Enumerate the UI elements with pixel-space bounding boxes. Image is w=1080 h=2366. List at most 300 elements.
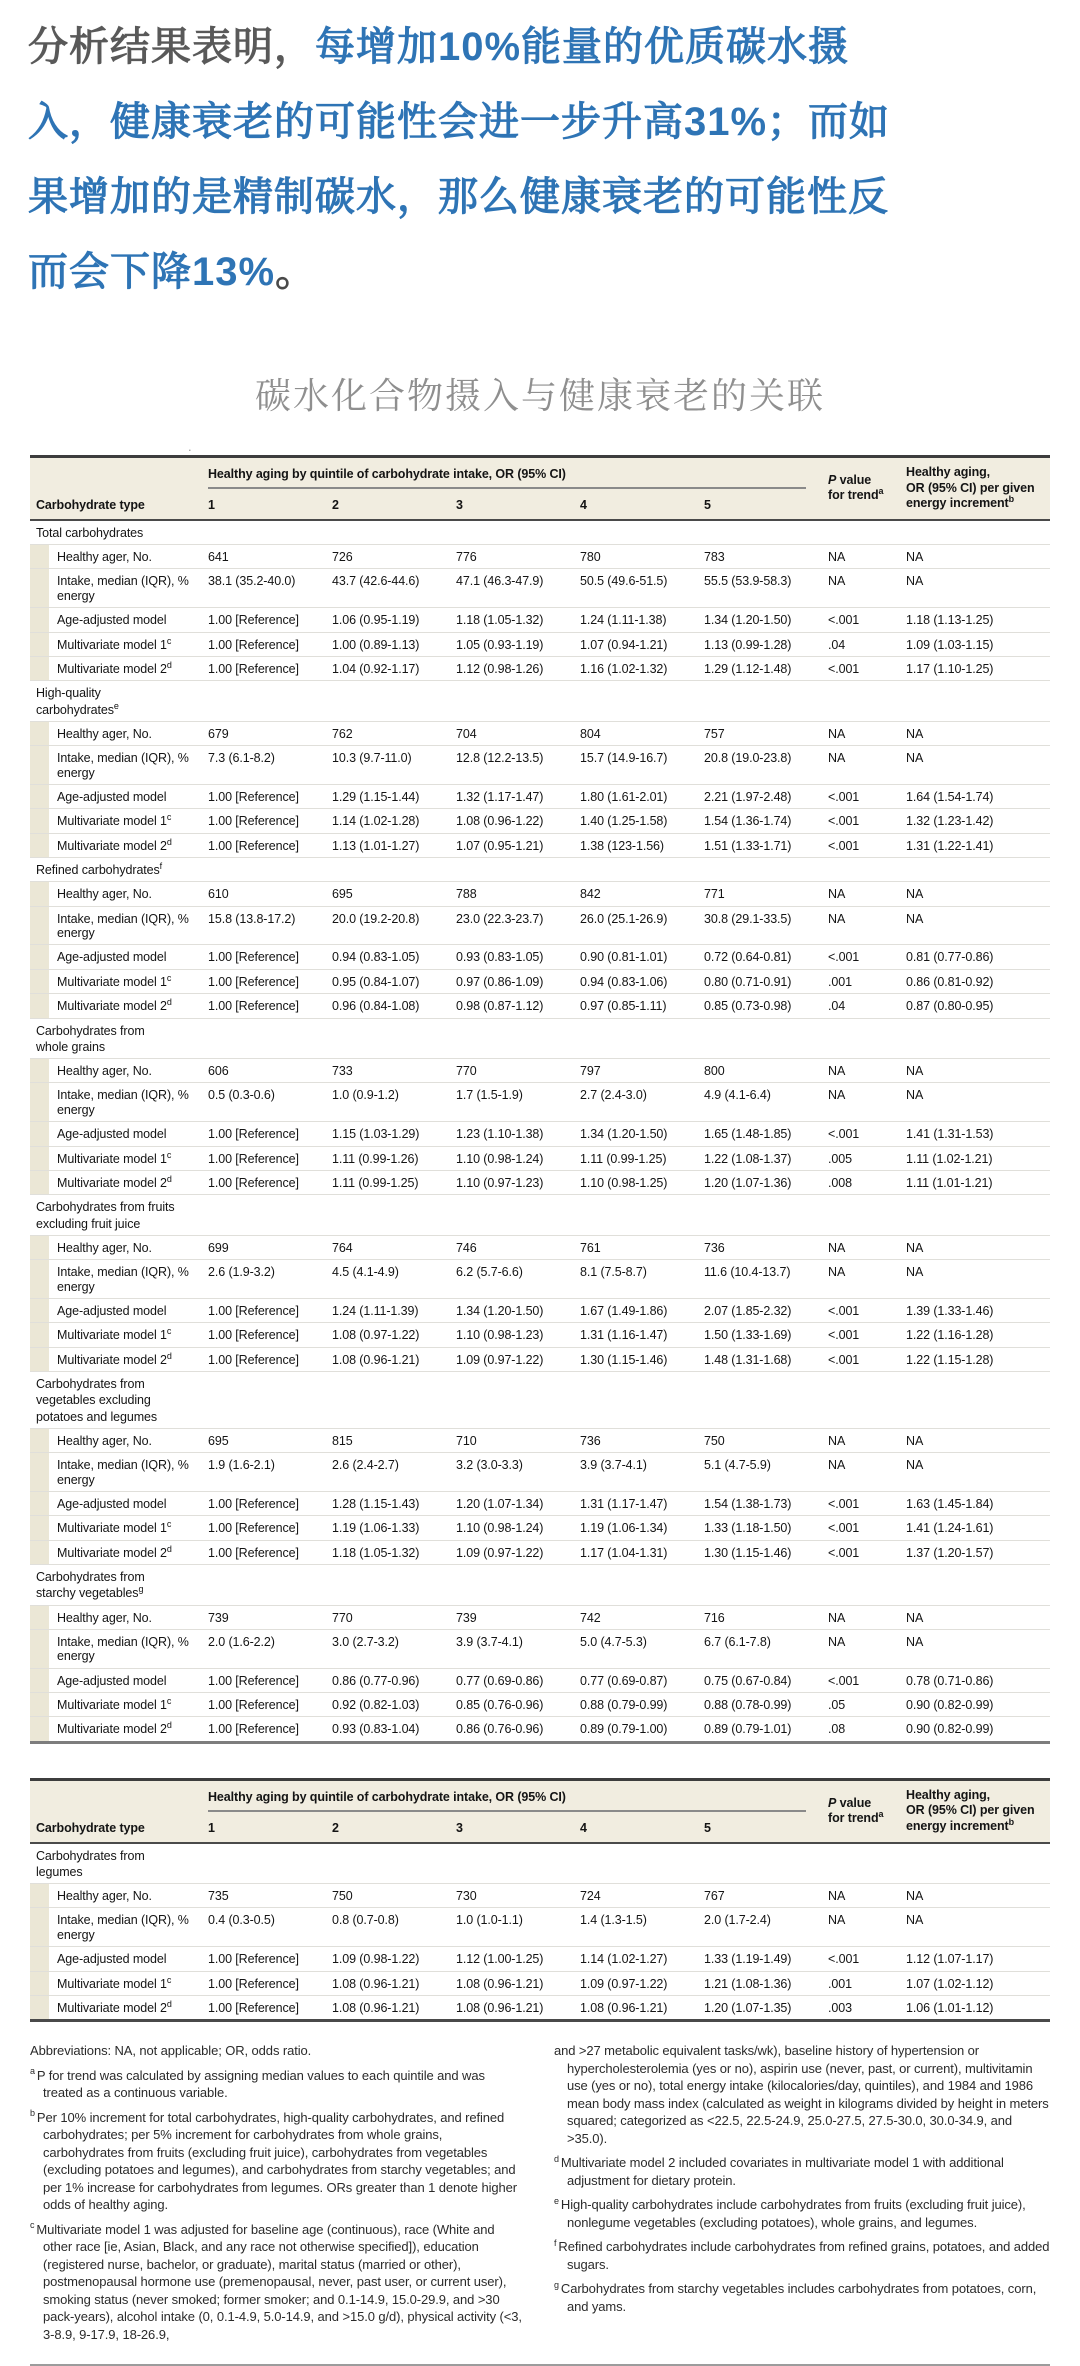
table-cell: 1.17 (1.04-1.31) (574, 1540, 698, 1564)
table-cell: 1.11 (1.01-1.21) (900, 1170, 1050, 1194)
row-label: Multivariate model 1$^c$ (30, 1516, 202, 1540)
table-cell: 1.17 (1.10-1.25) (900, 656, 1050, 680)
intro-text-highlight-4: 而会下降13% (28, 250, 276, 294)
table-row (30, 632, 1050, 656)
table-cell: NA (900, 882, 1050, 906)
table-cell: 724 (574, 1884, 698, 1908)
row-label: Age-adjusted model (30, 1947, 202, 1971)
table-cell: 1.24 (1.11-1.38) (574, 608, 698, 632)
table-cell: 1.00 [Reference] (202, 1146, 326, 1170)
row-label: Intake, median (IQR), % energy (30, 746, 202, 785)
row-label: Healthy ager, No. (30, 1884, 202, 1908)
table-cell: 1.67 (1.49-1.86) (574, 1298, 698, 1322)
row-label: Multivariate model 1$^c$ (30, 1971, 202, 1995)
table-cell: 1.07 (0.94-1.21) (574, 632, 698, 656)
footnote: $^g$ Carbohydrates from starchy vegetables includes carbohydrates from potatoes, corn, and yams. (554, 2279, 1037, 2314)
table-cell: 50.5 (49.6-51.5) (574, 569, 698, 608)
table-cell: 750 (698, 1428, 822, 1452)
table-cell: NA (900, 746, 1050, 785)
column-header-quintile-2: 2 (326, 1817, 450, 1842)
table-cell: 641 (202, 545, 326, 569)
table-cell: 23.0 (22.3-23.7) (450, 906, 574, 945)
table-cell: 736 (574, 1428, 698, 1452)
table-row (30, 784, 1050, 808)
section-label: Carbohydrates from vegetables excluding potatoes and legumes (36, 1377, 158, 1424)
footnote: $^c$ Multivariate model 1 was adjusted for baseline age (continuous), race (White and other race [ie, Asian, Black, and any race not otherwise specified]), education (registered nurse, bachelor, or graduate), marital status (married or other), postmenopausal hormone use (premenopausal, never, past user, or current user), smoking status (never smoked; former smoker; and 0.1-14.9, 15.0-29.9, and >30 pack-years), alcohol intake (0, 0.1-4.9, 5.0-14.9, and >15.0 g/d), physical activity (<3, 3-8.9, 9-17.9, 18-26.9, (30, 2220, 522, 2342)
table-cell: 606 (202, 1059, 326, 1083)
table-2-body (30, 1843, 1050, 2021)
table-cell: 15.7 (14.9-16.7) (574, 746, 698, 785)
table-row (30, 1083, 1050, 1122)
table-cell: 0.89 (0.79-1.00) (574, 1717, 698, 1742)
table-row (30, 1235, 1050, 1259)
table-cell: 695 (326, 882, 450, 906)
table-cell: NA (900, 1908, 1050, 1947)
table-cell: 1.33 (1.19-1.49) (698, 1947, 822, 1971)
table-cell: 1.23 (1.10-1.38) (450, 1122, 574, 1146)
table-cell: 1.10 (0.97-1.23) (450, 1170, 574, 1194)
table-cell: 8.1 (7.5-8.7) (574, 1260, 698, 1299)
table-row (30, 1146, 1050, 1170)
row-label: Age-adjusted model (30, 1491, 202, 1515)
table-1-body (30, 520, 1050, 1743)
row-label: Healthy ager, No. (30, 1059, 202, 1083)
table-cell: 1.11 (1.02-1.21) (900, 1146, 1050, 1170)
table-row (30, 1605, 1050, 1629)
table-cell: 11.6 (10.4-13.7) (698, 1260, 822, 1299)
table-cell: 47.1 (46.3-47.9) (450, 569, 574, 608)
table-row (30, 1298, 1050, 1322)
table-cell: 1.33 (1.18-1.50) (698, 1516, 822, 1540)
table-cell: 1.30 (1.15-1.46) (698, 1540, 822, 1564)
table-cell: 3.0 (2.7-3.2) (326, 1629, 450, 1668)
table-row (30, 1260, 1050, 1299)
table-cell: 771 (698, 882, 822, 906)
column-header-quintile-span: Healthy aging by quintile of carbohydrate intake, OR (95% CI) (202, 1779, 822, 1817)
section-label: High-quality carbohydrates$^e$ (36, 686, 119, 717)
table-cell: 1.32 (1.17-1.47) (450, 784, 574, 808)
table-cell: 776 (450, 545, 574, 569)
table-cell: 7.3 (6.1-8.2) (202, 746, 326, 785)
row-label: Healthy ager, No. (30, 1235, 202, 1259)
row-label: Multivariate model 2$^d$ (30, 1170, 202, 1194)
table-cell: 1.50 (1.33-1.69) (698, 1323, 822, 1347)
table-cell: 1.29 (1.12-1.48) (698, 656, 822, 680)
table-cell: 1.48 (1.31-1.68) (698, 1347, 822, 1371)
table-cell: 1.29 (1.15-1.44) (326, 784, 450, 808)
table-cell: 1.10 (0.98-1.23) (450, 1323, 574, 1347)
table-cell: 1.54 (1.36-1.74) (698, 809, 822, 833)
table-cell: 1.9 (1.6-2.1) (202, 1453, 326, 1492)
table-cell: <.001 (822, 1122, 900, 1146)
table-cell: 1.00 [Reference] (202, 784, 326, 808)
footnotes-right-column (554, 2042, 1050, 2350)
carb-table-2 (30, 1778, 1050, 2023)
table-cell: NA (822, 545, 900, 569)
table-cell: 1.64 (1.54-1.74) (900, 784, 1050, 808)
table-cell: 0.85 (0.73-0.98) (698, 994, 822, 1018)
row-label: Multivariate model 1$^c$ (30, 632, 202, 656)
table-cell: <.001 (822, 784, 900, 808)
footnote: $^d$ Multivariate model 2 included covariates in multivariate model 1 with additional adjustment for dietary protein. (554, 2153, 1004, 2188)
table-row (30, 545, 1050, 569)
section-label: Carbohydrates from starchy vegetables$^g$ (36, 1570, 145, 1601)
table-cell: 1.00 [Reference] (202, 1947, 326, 1971)
table-cell: NA (900, 1083, 1050, 1122)
table-cell: 1.09 (0.97-1.22) (450, 1347, 574, 1371)
table-cell: 20.8 (19.0-23.8) (698, 746, 822, 785)
table-cell: 1.00 (0.89-1.13) (326, 632, 450, 656)
table-cell: 842 (574, 882, 698, 906)
table-cell: .04 (822, 994, 900, 1018)
section-row (30, 681, 1050, 722)
table-cell: 0.92 (0.82-1.03) (326, 1693, 450, 1717)
table-cell: 15.8 (13.8-17.2) (202, 906, 326, 945)
stray-dot: . (188, 439, 192, 454)
row-label: Intake, median (IQR), % energy (30, 1260, 202, 1299)
table-cell: 1.00 [Reference] (202, 1170, 326, 1194)
table-cell: 1.00 [Reference] (202, 833, 326, 857)
table-cell: <.001 (822, 608, 900, 632)
table-cell: 1.00 [Reference] (202, 1995, 326, 2020)
table-cell: 767 (698, 1884, 822, 1908)
table-cell: NA (822, 1260, 900, 1299)
row-label: Multivariate model 2$^d$ (30, 1717, 202, 1742)
row-label: Multivariate model 1$^c$ (30, 1693, 202, 1717)
table-cell: 1.00 [Reference] (202, 1298, 326, 1322)
table-cell: 1.09 (0.97-1.22) (450, 1540, 574, 1564)
table-cell: 4.5 (4.1-4.9) (326, 1260, 450, 1299)
table-cell: 695 (202, 1428, 326, 1452)
table-cell: 1.40 (1.25-1.58) (574, 809, 698, 833)
table-row (30, 1995, 1050, 2020)
footnote: $^e$ High-quality carbohydrates include carbohydrates from fruits (excluding fruit juice), nonlegume vegetables (excluding potatoes), whole grains, and legumes. (554, 2195, 1026, 2230)
table-cell: 5.0 (4.7-5.3) (574, 1629, 698, 1668)
table-cell: 2.07 (1.85-2.32) (698, 1298, 822, 1322)
carb-table-1 (30, 455, 1050, 1744)
table-cell: 739 (450, 1605, 574, 1629)
table-cell: 0.98 (0.87-1.12) (450, 994, 574, 1018)
table-cell: .08 (822, 1717, 900, 1742)
table-cell: 1.00 [Reference] (202, 1323, 326, 1347)
table-cell: 1.39 (1.33-1.46) (900, 1298, 1050, 1322)
row-label: Age-adjusted model (30, 784, 202, 808)
table-row (30, 969, 1050, 993)
column-header-quintile-4: 4 (574, 1817, 698, 1842)
table-cell: 1.00 [Reference] (202, 1540, 326, 1564)
table-cell: 1.18 (1.05-1.32) (450, 608, 574, 632)
row-label: Multivariate model 1$^c$ (30, 1146, 202, 1170)
column-header-p-value: P value for trend$^a$ (822, 457, 900, 520)
section-row (30, 858, 1050, 882)
table-cell: NA (900, 1428, 1050, 1452)
table-cell: <.001 (822, 1347, 900, 1371)
table-cell: 0.86 (0.77-0.96) (326, 1668, 450, 1692)
table-cell: 0.86 (0.81-0.92) (900, 969, 1050, 993)
table-cell: 1.63 (1.45-1.84) (900, 1491, 1050, 1515)
table-cell: 5.1 (4.7-5.9) (698, 1453, 822, 1492)
intro-text-highlight-1: 每增加10%能量的优质碳水摄 (315, 25, 850, 69)
table-row (30, 1491, 1050, 1515)
table-cell: 1.00 [Reference] (202, 994, 326, 1018)
row-label: Healthy ager, No. (30, 1428, 202, 1452)
table-cell: NA (900, 721, 1050, 745)
table-row (30, 721, 1050, 745)
table-cell: 1.08 (0.97-1.22) (326, 1323, 450, 1347)
table-cell: 1.18 (1.05-1.32) (326, 1540, 450, 1564)
table-row (30, 833, 1050, 857)
table-cell: 0.77 (0.69-0.86) (450, 1668, 574, 1692)
row-label: Intake, median (IQR), % energy (30, 1629, 202, 1668)
table-cell: 0.81 (0.77-0.86) (900, 945, 1050, 969)
table-row (30, 1668, 1050, 1692)
table-cell: <.001 (822, 1668, 900, 1692)
footnotes (30, 2042, 1050, 2350)
table-cell: 1.08 (0.96-1.22) (450, 809, 574, 833)
table-cell: 1.00 [Reference] (202, 656, 326, 680)
table-cell: 1.15 (1.03-1.29) (326, 1122, 450, 1146)
row-label: Healthy ager, No. (30, 545, 202, 569)
table-cell: 1.00 [Reference] (202, 1717, 326, 1742)
table-row (30, 1629, 1050, 1668)
table-cell: 1.54 (1.38-1.73) (698, 1491, 822, 1515)
table-cell: 797 (574, 1059, 698, 1083)
table-row (30, 1170, 1050, 1194)
table-cell: 1.34 (1.20-1.50) (698, 608, 822, 632)
row-label: Healthy ager, No. (30, 1605, 202, 1629)
row-label: Multivariate model 2$^d$ (30, 1540, 202, 1564)
table-cell: 2.21 (1.97-2.48) (698, 784, 822, 808)
table-cell: 1.38 (123-1.56) (574, 833, 698, 857)
table-cell: 1.22 (1.16-1.28) (900, 1323, 1050, 1347)
intro-text-period: 。 (275, 250, 317, 294)
table-cell: 1.51 (1.33-1.71) (698, 833, 822, 857)
column-header-quintile-1: 1 (202, 1817, 326, 1842)
table-cell: 2.0 (1.7-2.4) (698, 1908, 822, 1947)
table-cell: 0.89 (0.79-1.01) (698, 1717, 822, 1742)
table-cell: 730 (450, 1884, 574, 1908)
table-cell: 1.09 (1.03-1.15) (900, 632, 1050, 656)
table-row (30, 1717, 1050, 1742)
table-cell: 1.20 (1.07-1.35) (698, 1995, 822, 2020)
table-cell: 0.77 (0.69-0.87) (574, 1668, 698, 1692)
table-row (30, 1908, 1050, 1947)
table-cell: 1.04 (0.92-1.17) (326, 656, 450, 680)
table-cell: 0.93 (0.83-1.04) (326, 1717, 450, 1742)
table-cell: 1.24 (1.11-1.39) (326, 1298, 450, 1322)
intro-paragraph (28, 10, 1052, 310)
table-cell: 0.93 (0.83-1.05) (450, 945, 574, 969)
table-cell: NA (822, 1884, 900, 1908)
table-cell: NA (822, 1908, 900, 1947)
table-cell: 1.20 (1.07-1.36) (698, 1170, 822, 1194)
table-cell: 1.00 [Reference] (202, 1516, 326, 1540)
table-cell: 0.5 (0.3-0.6) (202, 1083, 326, 1122)
table-cell: 2.6 (1.9-3.2) (202, 1260, 326, 1299)
column-header-quintile-1: 1 (202, 494, 326, 519)
table-cell: 1.00 [Reference] (202, 1668, 326, 1692)
section-row (30, 1372, 1050, 1429)
table-cell: 742 (574, 1605, 698, 1629)
footnote: $^f$ Refined carbohydrates include carbohydrates from refined grains, potatoes, and added sugars. (554, 2237, 1050, 2272)
table-cell: 0.87 (0.80-0.95) (900, 994, 1050, 1018)
table-cell: 0.88 (0.79-0.99) (574, 1693, 698, 1717)
row-label: Healthy ager, No. (30, 721, 202, 745)
table-cell: .003 (822, 1995, 900, 2020)
table-cell: 3.9 (3.7-4.1) (574, 1453, 698, 1492)
table-cell: 0.75 (0.67-0.84) (698, 1668, 822, 1692)
table-cell: 770 (326, 1605, 450, 1629)
table-cell: NA (822, 1629, 900, 1668)
table-cell: 1.7 (1.5-1.9) (450, 1083, 574, 1122)
row-label: Multivariate model 2$^d$ (30, 994, 202, 1018)
table-cell: 1.00 [Reference] (202, 1347, 326, 1371)
row-label: Age-adjusted model (30, 945, 202, 969)
table-cell: 10.3 (9.7-11.0) (326, 746, 450, 785)
table-cell: <.001 (822, 833, 900, 857)
table-cell: 1.14 (1.02-1.28) (326, 809, 450, 833)
section-row (30, 1195, 1050, 1236)
table-row (30, 1947, 1050, 1971)
table-cell: NA (900, 1235, 1050, 1259)
table-cell: 0.90 (0.82-0.99) (900, 1693, 1050, 1717)
table-cell: 1.12 (0.98-1.26) (450, 656, 574, 680)
row-label: Intake, median (IQR), % energy (30, 906, 202, 945)
table-cell: 12.8 (12.2-13.5) (450, 746, 574, 785)
table-cell: NA (900, 1884, 1050, 1908)
table-row (30, 1540, 1050, 1564)
table-cell: NA (900, 1453, 1050, 1492)
table-cell: 6.2 (5.7-6.6) (450, 1260, 574, 1299)
table-cell: 0.8 (0.7-0.8) (326, 1908, 450, 1947)
table-cell: 0.90 (0.81-1.01) (574, 945, 698, 969)
table-cell: 1.09 (0.97-1.22) (574, 1971, 698, 1995)
row-label: Intake, median (IQR), % energy (30, 1083, 202, 1122)
column-header-energy-increment: Healthy aging, OR (95% CI) per given energy increment$^b$ (900, 457, 1050, 520)
table-cell: 1.12 (1.07-1.17) (900, 1947, 1050, 1971)
table-cell: 1.08 (0.96-1.21) (326, 1995, 450, 2020)
column-header-carb-type: Carbohydrate type (30, 457, 202, 520)
table-cell: 1.12 (1.00-1.25) (450, 1947, 574, 1971)
column-header-quintile-2: 2 (326, 494, 450, 519)
table-cell: 761 (574, 1235, 698, 1259)
table-cell: 1.21 (1.08-1.36) (698, 1971, 822, 1995)
table-cell: 1.4 (1.3-1.5) (574, 1908, 698, 1947)
row-label: Multivariate model 1$^c$ (30, 809, 202, 833)
table-cell: 679 (202, 721, 326, 745)
table-title: 碳水化合物摄入与健康衰老的关联 (254, 375, 825, 416)
table-cell: 726 (326, 545, 450, 569)
table-cell: <.001 (822, 1540, 900, 1564)
table-row (30, 1971, 1050, 1995)
table-cell: 1.20 (1.07-1.34) (450, 1491, 574, 1515)
table-cell: 1.11 (0.99-1.26) (326, 1146, 450, 1170)
table-cell: 2.7 (2.4-3.0) (574, 1083, 698, 1122)
table-cell: 0.95 (0.84-1.07) (326, 969, 450, 993)
table-cell: .04 (822, 632, 900, 656)
table-cell: NA (900, 1059, 1050, 1083)
row-label: Intake, median (IQR), % energy (30, 1908, 202, 1947)
table-cell: 0.86 (0.76-0.96) (450, 1717, 574, 1742)
table-cell: 704 (450, 721, 574, 745)
table-cell: NA (900, 569, 1050, 608)
table-cell: 733 (326, 1059, 450, 1083)
row-label: Multivariate model 2$^d$ (30, 1995, 202, 2020)
table-cell: <.001 (822, 1491, 900, 1515)
table-row (30, 1453, 1050, 1492)
table-cell: 1.00 [Reference] (202, 1491, 326, 1515)
table-row (30, 945, 1050, 969)
section-label: Refined carbohydrates$^f$ (36, 860, 163, 877)
footnotes-left-column (30, 2042, 526, 2350)
row-label: Multivariate model 1$^c$ (30, 1323, 202, 1347)
column-header-energy-increment: Healthy aging, OR (95% CI) per given energy increment$^b$ (900, 1779, 1050, 1842)
table-cell: 0.96 (0.84-1.08) (326, 994, 450, 1018)
table-cell: NA (822, 906, 900, 945)
table-cell: 1.00 [Reference] (202, 1971, 326, 1995)
table-cell: NA (822, 1059, 900, 1083)
table-row (30, 1347, 1050, 1371)
table-cell: 716 (698, 1605, 822, 1629)
table-cell: 783 (698, 545, 822, 569)
table-cell: 1.05 (0.93-1.19) (450, 632, 574, 656)
table-cell: 1.08 (0.96-1.21) (450, 1971, 574, 1995)
intro-text-highlight-2: 入，健康衰老的可能性会进一步升高31%；而如 (28, 100, 891, 144)
table-cell: 0.80 (0.71-0.91) (698, 969, 822, 993)
column-header-quintile-span: Healthy aging by quintile of carbohydrate intake, OR (95% CI) (202, 457, 822, 495)
row-label: Age-adjusted model (30, 608, 202, 632)
table-cell: 1.13 (0.99-1.28) (698, 632, 822, 656)
table-cell: 1.31 (1.22-1.41) (900, 833, 1050, 857)
section-row (30, 1018, 1050, 1059)
table-cell: .001 (822, 1971, 900, 1995)
table-cell: 3.2 (3.0-3.3) (450, 1453, 574, 1492)
table-cell: 1.31 (1.16-1.47) (574, 1323, 698, 1347)
table-cell: .008 (822, 1170, 900, 1194)
table-cell: NA (822, 1235, 900, 1259)
table-cell: 1.32 (1.23-1.42) (900, 809, 1050, 833)
table-1-header (30, 457, 1050, 520)
table-cell: 815 (326, 1428, 450, 1452)
table-row (30, 1122, 1050, 1146)
intro-text-gray: 分析结果表明， (28, 25, 315, 69)
table-cell: 1.00 [Reference] (202, 1693, 326, 1717)
footnote: Abbreviations: NA, not applicable; OR, odds ratio. (30, 2043, 312, 2059)
table-cell: 1.19 (1.06-1.33) (326, 1516, 450, 1540)
table-cell: 736 (698, 1235, 822, 1259)
table-cell: 757 (698, 721, 822, 745)
footnote: and >27 metabolic equivalent tasks/wk), baseline history of hypertension or hypercholesterolemia (yes or no), aspirin use (never, past, or current), multivitamin use (yes or no), total energy intake (kilocalories/day, quintiles), and 1984 and 1986 mean body mass index (calculated as weight in kilograms divided by height in meters squared; categorized as <22.5, 22.5-24.9, 25.0-27.5, 27.5-30.0, 30.0-34.9, and >35.0). (554, 2043, 1049, 2146)
table-cell: .001 (822, 969, 900, 993)
column-header-quintile-4: 4 (574, 494, 698, 519)
table-cell: 750 (326, 1884, 450, 1908)
table-cell: 1.41 (1.24-1.61) (900, 1516, 1050, 1540)
table-cell: 55.5 (53.9-58.3) (698, 569, 822, 608)
section-label: Total carbohydrates (36, 525, 144, 540)
table-cell: 1.08 (0.96-1.21) (574, 1995, 698, 2020)
table-cell: NA (822, 746, 900, 785)
table-cell: <.001 (822, 1298, 900, 1322)
table-cell: <.001 (822, 809, 900, 833)
table-cell: 3.9 (3.7-4.1) (450, 1629, 574, 1668)
row-label: Multivariate model 2$^d$ (30, 1347, 202, 1371)
row-label: Multivariate model 2$^d$ (30, 656, 202, 680)
table-cell: 1.00 [Reference] (202, 809, 326, 833)
column-header-p-value: P value for trend$^a$ (822, 1779, 900, 1842)
row-label: Healthy ager, No. (30, 882, 202, 906)
table-cell: 0.88 (0.78-0.99) (698, 1693, 822, 1717)
table-cell: 800 (698, 1059, 822, 1083)
